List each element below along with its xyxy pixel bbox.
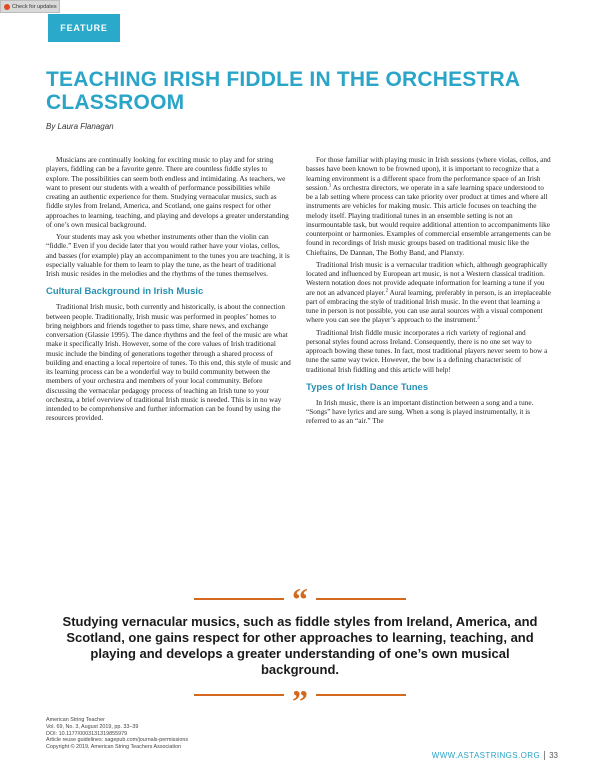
volume-info: Vol. 69, No. 3, August 2019, pp. 33–39	[46, 723, 139, 730]
citation-footer	[46, 717, 188, 751]
paragraph-text: As orchestra directors, we operate in a safe learning space understood to be a lab setting where process can take priority over product at times and where all instruments are vehicles for making music. This article focuses on teaching the melody itself. Playing traditional tunes in an ensemble setting is not an insurmountable task, but would require additional attention to accompaniments like counterpoint or harmonies. Examples of commercial ensemble arrangements can be found in recordings of Irish music groups based on traditional music like the Chieftains, De Dannan, The Bothy Band, and Planxty.	[306, 182, 551, 257]
website-link[interactable]: WWW.ASTASTRINGS.ORG	[431, 751, 541, 760]
footnote-ref[interactable]: 3	[477, 315, 480, 321]
badge-label: Check for updates	[12, 3, 57, 10]
quote-divider	[316, 694, 406, 696]
paragraph-text: For those familiar with playing music in Irish sessions (where violas, cellos, and basses have been known to be frowned upon), it is important to recognize that a learning environment is a different space from the performance space of an Irish session.	[306, 155, 551, 192]
article-title: TEACHING IRISH FIDDLE IN THE ORCHESTRA CLASSROOM	[46, 68, 520, 114]
page-number: 33	[549, 751, 558, 760]
section-heading: Cultural Background in Irish Music	[46, 286, 204, 298]
byline: By Laura Flanagan	[46, 122, 114, 131]
quote-divider	[194, 694, 284, 696]
close-quote-icon: ”	[292, 684, 308, 706]
quote-open-row	[40, 588, 560, 610]
pull-quote	[40, 588, 560, 706]
section-heading: Types of Irish Dance Tunes	[306, 381, 429, 393]
paragraph: Traditional Irish fiddle music incorporates a rich variety of regional and personal styles found across Ireland. Consequently, there is no one set way to approach bowing these tunes. In fact, most traditional players never seem to bow a tune the same way twice. However, the bow is a defining characteristic of traditional Irish fiddling and this article will help!	[306, 327, 548, 374]
update-icon	[4, 4, 10, 10]
footer-divider	[544, 751, 545, 760]
doi[interactable]: DOI: 10.1177/0003131319855979	[46, 730, 128, 737]
pull-quote-text: Studying vernacular musics, such as fiddle styles from Ireland, America, and Scotland, one gains respect for other approaches to learning, teaching, and playing and develops a greater understanding of one’s own musical background.	[62, 614, 538, 677]
paragraph: In Irish music, there is an important distinction between a song and a tune. “Songs” have lyrics and are sung. When a song is played instrumentally, it is referred to as an “air.” The	[306, 397, 534, 426]
paragraph: Your students may ask you whether instruments other than the violin can “fiddle.” Even if you decide later that you would rather have your violas, cellos, and basses (for example) play an accompaniment to the tunes you are teaching, it is especially valuable for them to learn to play the tune, as the heart of traditional Irish music resides in the melodies and the rhythms of the tunes themselves.	[46, 232, 290, 278]
quote-close-row	[40, 684, 560, 706]
left-column	[46, 155, 291, 426]
quote-divider	[194, 598, 284, 600]
footnote-ref[interactable]: 1	[328, 183, 332, 189]
check-for-updates-badge[interactable]	[0, 0, 60, 13]
paragraph-text: Aural learning, preferably in person, is an irreplaceable part of embracing the style of traditional Irish music. In the event that learning a tune in person is not possible, you can use aural sources with a visual component where you can see the player’s approach to the instrument.	[306, 287, 551, 325]
footnote-ref[interactable]: 2	[385, 288, 389, 294]
copyright: Copyright © 2019, American String Teachers Association	[46, 744, 182, 751]
paragraph	[306, 155, 551, 257]
open-quote-icon: “	[292, 588, 308, 610]
quote-divider	[316, 598, 406, 600]
page-footer	[432, 751, 558, 760]
section-label: FEATURE	[48, 14, 120, 42]
right-column	[306, 155, 551, 429]
paragraph	[306, 260, 551, 325]
reuse-guidelines[interactable]: Article reuse guidelines: sagepub.com/journals-permissions	[46, 737, 189, 744]
paragraph: Musicians are continually looking for exciting music to play and for string players, fiddling can be a favorite genre. There are countless fiddle styles to explore. The possibilities can seem both endless and intimidating. As teachers, we want to present our students with a wealth of performance possibilities while creating an authentic experience for them. Studying vernacular musics, such as fiddle styles from Ireland, America, and Scotland, one gains respect for other approaches to learning, teaching, and playing and develops a greater understanding of one’s own musical background.	[46, 155, 289, 229]
paragraph-text: Traditional Irish music is a vernacular tradition which, although geographically located and influenced by European art music, is not a Western classical tradition. Western notation does not provide adequate information for learning a tune if you are not an advanced player.	[306, 259, 548, 297]
journal-name: American String Teacher	[46, 717, 105, 723]
paragraph: Traditional Irish music, both currently and historically, is about the connection between people. Traditionally, Irish music was performed in peoples’ homes to bring neighbors and friends together to pass time, share news, and exchange conversation (Glassie 1995). The dance rhythms and the feel of the music are what make it specifically Irish. However, some of the core values of Irish traditional music include the binding of generations together through a shared process of building and enacting a local repertoire of tunes. To this end, this style of music and its learning process can be a wonderful way to build community between the members of your orchestra and members of your local community. Before discussing the vernacular pedagogy process of teaching an Irish tune to your orchestra, a brief overview of traditional Irish music is needed. This is in no way intended to be comprehensive and further information can be found by using the resources provided.	[46, 302, 291, 423]
